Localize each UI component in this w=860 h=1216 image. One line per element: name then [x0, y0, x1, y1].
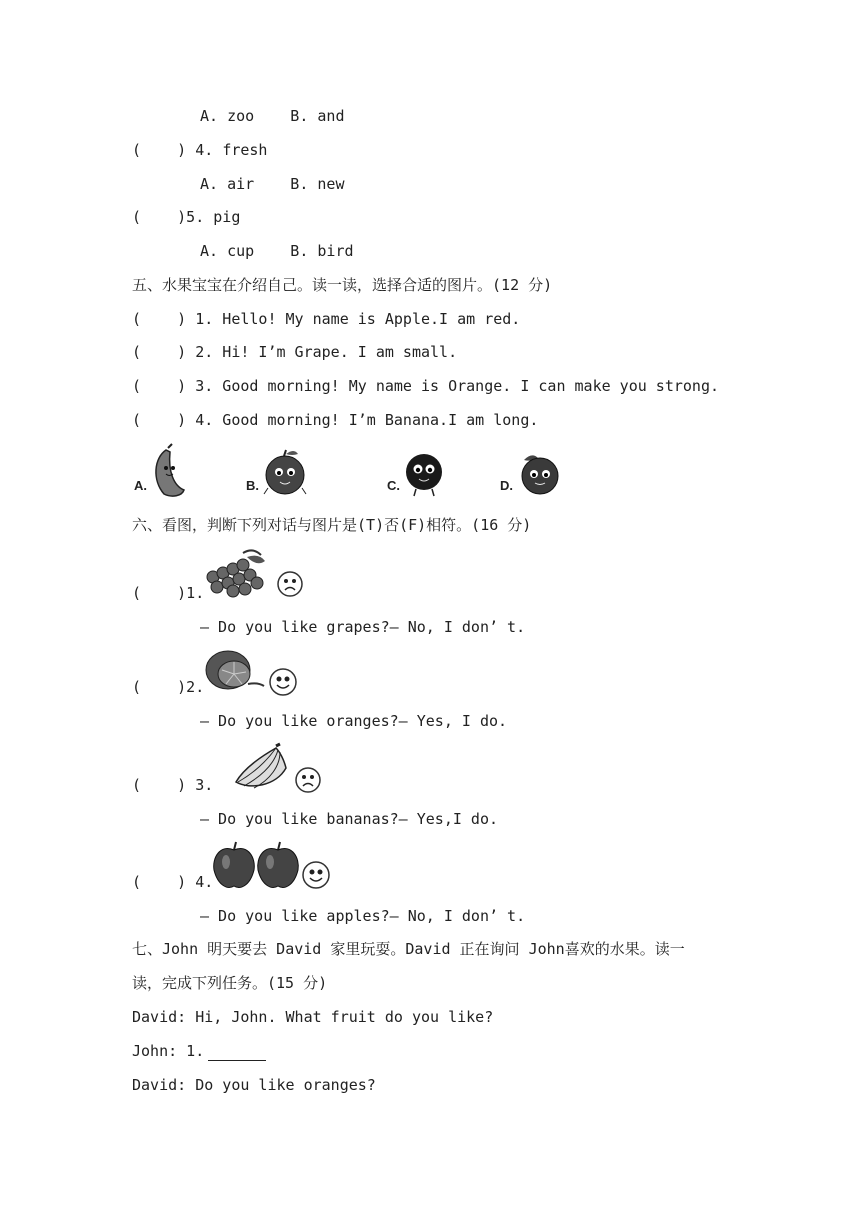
q5-word: pig	[213, 208, 241, 226]
grapes-icon	[203, 547, 275, 601]
sec6-dialog-1: — Do you like grapes?— No, I don’ t.	[200, 618, 526, 636]
picture-label-d: D.	[500, 478, 513, 493]
orange-slice-icon	[204, 648, 266, 694]
q5-options: A. cup B. bird	[200, 242, 354, 260]
apple-character-icon	[262, 448, 308, 498]
answer-paren[interactable]: ( ) 4.	[132, 141, 214, 159]
q5-row	[132, 207, 240, 227]
picture-label-c: C.	[387, 478, 400, 493]
happy-face-icon	[268, 667, 298, 697]
sec6-prompt-3[interactable]: ( ) 3.	[132, 776, 214, 794]
q4-word: fresh	[222, 141, 268, 159]
answer-paren[interactable]: ( )5.	[132, 208, 205, 226]
section7-heading-line2: 读，完成下列任务。(15 分)	[132, 974, 328, 992]
dialogue-line-1: David: Hi, John. What fruit do you like?	[132, 1008, 494, 1026]
sec6-prompt-1[interactable]: ( )1.	[132, 584, 205, 602]
happy-face-icon	[301, 860, 331, 890]
banana-character-icon	[146, 442, 192, 500]
answer-blank[interactable]	[208, 1044, 266, 1061]
grape-character-icon	[402, 452, 446, 498]
sad-face-icon	[294, 766, 322, 794]
sec5-item-1[interactable]: ( ) 1. Hello! My name is Apple.I am red.	[132, 310, 521, 328]
q3-options: A. zoo B. and	[200, 107, 345, 125]
bananas-icon	[232, 742, 292, 796]
picture-label-a: A.	[134, 478, 147, 493]
sad-face-icon	[276, 570, 304, 598]
sec6-dialog-3: — Do you like bananas?— Yes,I do.	[200, 810, 499, 828]
sec5-item-3[interactable]: ( ) 3. Good morning! My name is Orange. I can make you strong.	[132, 377, 719, 395]
orange-character-icon	[514, 450, 562, 500]
sec6-prompt-4[interactable]: ( ) 4.	[132, 873, 214, 891]
apples-icon	[212, 840, 302, 892]
dialogue-line-3: David: Do you like oranges?	[132, 1076, 376, 1094]
section7-heading-line1: 七、John 明天要去 David 家里玩耍。David 正在询问 John喜欢的水果。读一	[132, 940, 685, 958]
section5-heading: 五、水果宝宝在介绍自己。读一读，选择合适的图片。(12 分)	[132, 276, 553, 294]
dialogue-line-2	[132, 1041, 266, 1061]
section6-heading: 六、看图，判断下列对话与图片是(T)否(F)相符。(16 分)	[132, 516, 532, 534]
sec5-item-4[interactable]: ( ) 4. Good morning! I’m Banana.I am long.	[132, 411, 539, 429]
dialogue-line-2-text: John: 1.	[132, 1042, 205, 1060]
sec6-dialog-4: — Do you like apples?— No, I don’ t.	[200, 907, 526, 925]
sec5-item-2[interactable]: ( ) 2. Hi! I’m Grape. I am small.	[132, 343, 458, 361]
sec6-dialog-2: — Do you like oranges?— Yes, I do.	[200, 712, 508, 730]
q4-options: A. air B. new	[200, 175, 345, 193]
picture-label-b: B.	[246, 478, 259, 493]
sec6-prompt-2[interactable]: ( )2.	[132, 678, 205, 696]
q4-row	[132, 140, 267, 160]
